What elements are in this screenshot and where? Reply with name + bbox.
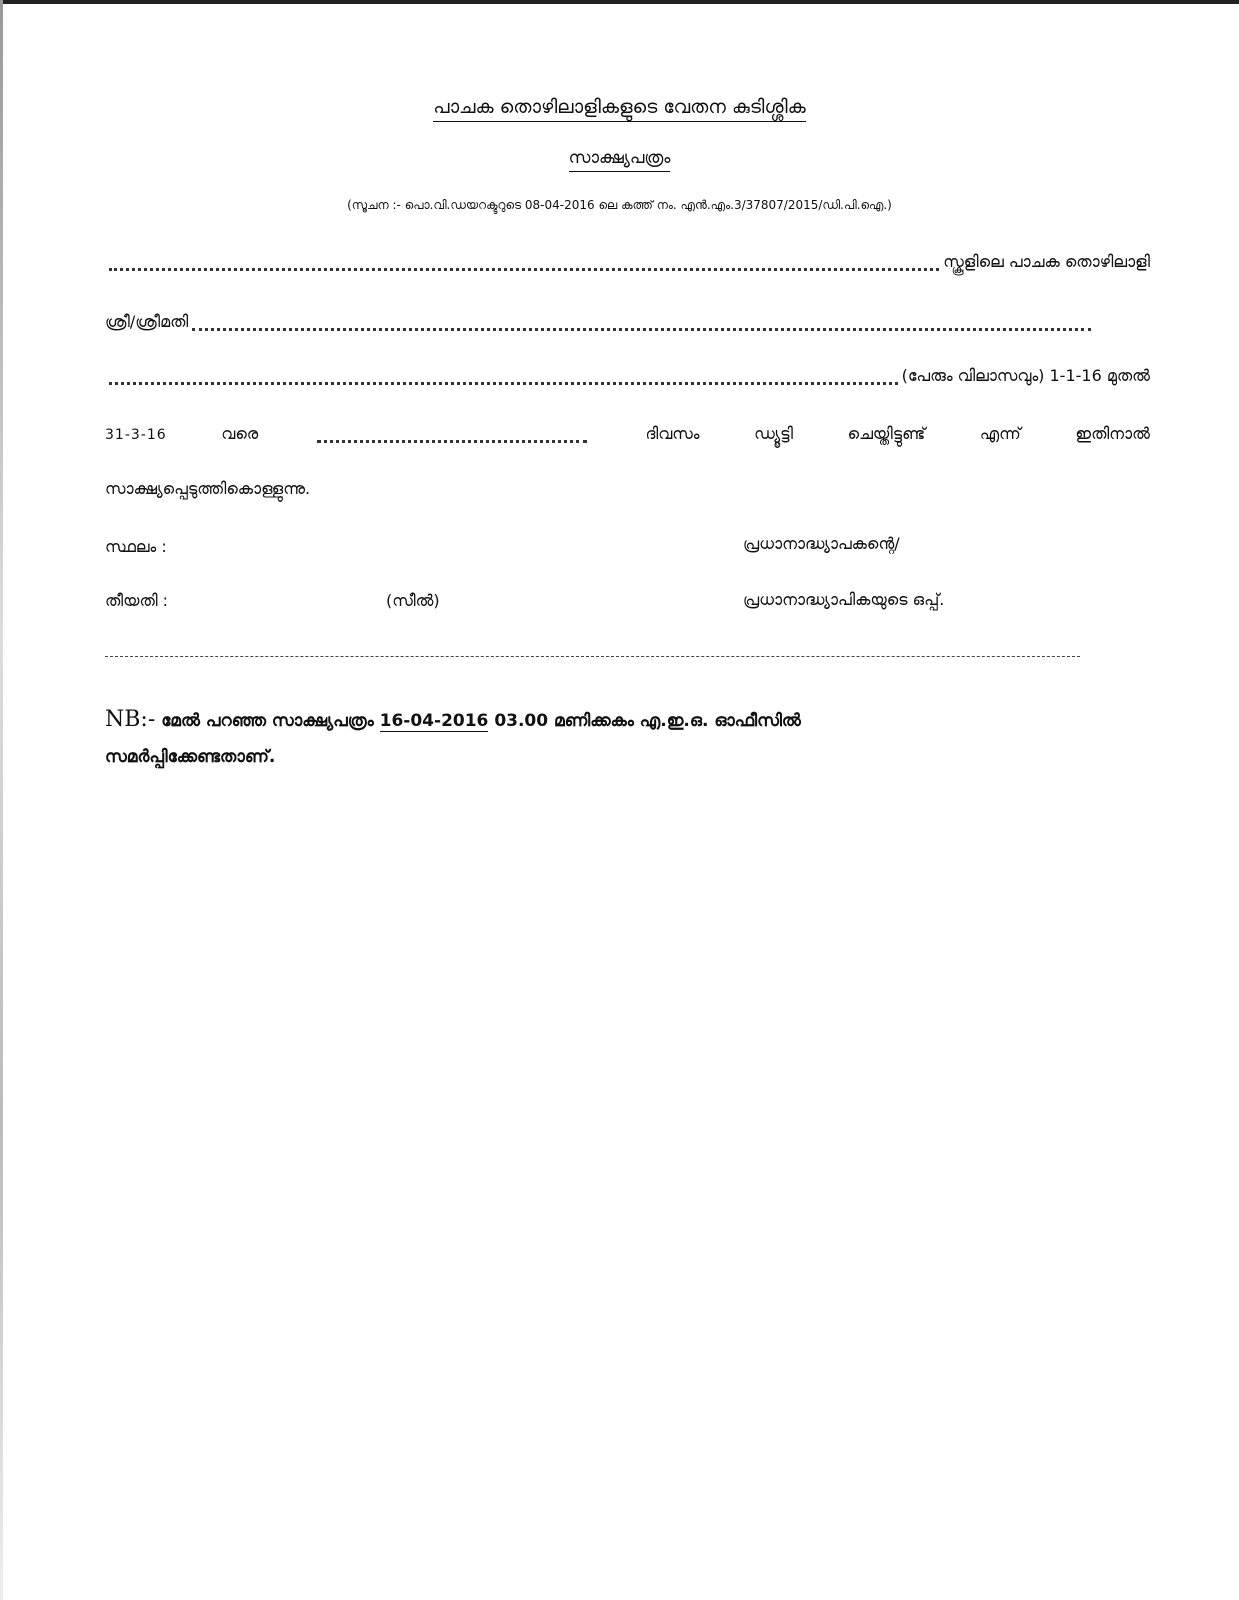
certify-line: സാക്ഷ്യപ്പെടുത്തികൊള്ളുന്നു. (105, 479, 311, 498)
nb-text-after: 03.00 മണിക്കകം എ.ഇ.ഒ. ഓഫീസിൽ (494, 711, 801, 731)
nb-line-2: സമർപ്പിക്കേണ്ടതാണ്. (105, 747, 276, 767)
fill-blank-name[interactable] (192, 328, 1091, 331)
fill-blank-school[interactable] (109, 268, 939, 271)
fill-blank-address[interactable] (109, 382, 898, 385)
address-label: (പേരും വിലാസവും) 1-1-16 മുതൽ (901, 366, 1150, 385)
school-line (105, 252, 1150, 272)
nb-note (105, 702, 801, 775)
name-prefix: ശ്രീ/ശ്രീമതി (105, 312, 189, 331)
place-label: സ്ഥലം : (105, 537, 167, 556)
signature-line-1: പ്രധാനാദ്ധ്യാപകന്റെ/ (743, 534, 900, 553)
word-duty: ഡ്യൂട്ടി (754, 424, 794, 443)
nb-label: NB:- (105, 707, 156, 732)
scan-border (0, 0, 1239, 4)
name-line (105, 312, 1095, 332)
document-title: പാചക തൊഴിലാളികളുടെ വേതന കുടിശ്ശിക (0, 96, 1239, 118)
word-that: എന്ന് (979, 424, 1021, 443)
document-subtitle: സാക്ഷ്യപത്രം (0, 148, 1239, 168)
nb-deadline-date: 16-04-2016 (379, 711, 489, 731)
word-days: ദിവസം (645, 424, 700, 443)
address-line (105, 366, 1150, 386)
word-until: വരെ (221, 424, 259, 443)
signature-line-2: പ്രധാനാദ്ധ്യാപികയുടെ ഒപ്പ്. (743, 590, 945, 609)
duty-line (105, 424, 1150, 444)
word-done: ചെയ്തിട്ടുണ്ട് (847, 424, 926, 443)
word-hereby: ഇതിനാൽ (1075, 424, 1150, 443)
date-label: തീയതി : (105, 591, 169, 610)
divider (105, 656, 1080, 657)
end-date: 31-3-16 (105, 427, 167, 443)
seal-label: (സീൽ) (386, 591, 440, 610)
fill-blank-days[interactable] (317, 440, 587, 443)
scan-edge (0, 0, 3, 1600)
nb-text-before: മേൽ പറഞ്ഞ സാക്ഷ്യപത്രം (161, 711, 374, 731)
school-label: സ്കൂളിലെ പാചക തൊഴിലാളി (943, 252, 1150, 271)
reference-note: (സൂചന :- പൊ.വി.ഡയറക്ടറുടെ 08-04-2016 ലെ കത്ത് നം. എൻ.എം.3/37807/2015/ഡി.പി.ഐ.) (347, 198, 892, 212)
